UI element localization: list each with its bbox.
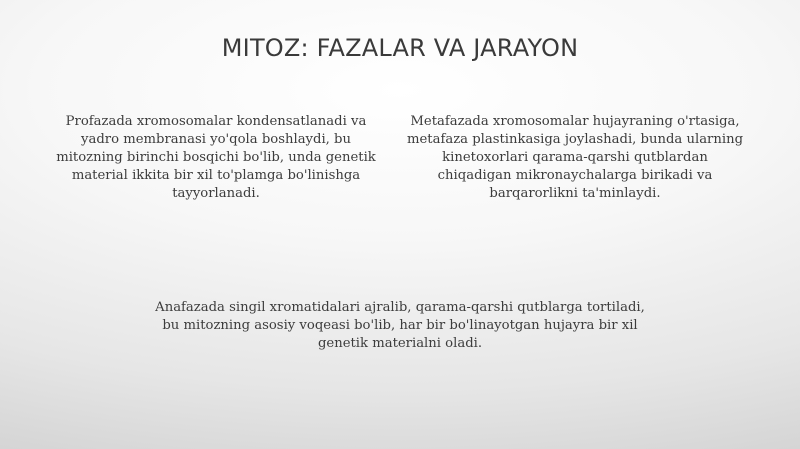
slide-title: MITOZ: FAZALAR VA JARAYON bbox=[221, 34, 579, 62]
metaphase-paragraph: Metafazada xromosomalar hujayraning o'rtasiga, metafaza plastinkasiga joylashadi, bunda ularning kinetoxorlari qarama-qarshi qutblardan chiqadigan mikronaychalarga birikadi va barqarorlikni ta'minlaydi. bbox=[406, 114, 744, 201]
prophase-paragraph: Profazada xromosomalar kondensatlanadi va yadro membranasi yo'qola boshlaydi, bu mitozning birinchi bosqichi bo'lib, unda genetik material ikkita bir xil to'plamga bo'linishga tayyorlanadi. bbox=[56, 114, 376, 201]
anaphase-paragraph: Anafazada singil xromatidalari ajralib, qarama-qarshi qutblarga tortiladi, bu mitozning asosiy voqeasi bo'lib, har bir bo'linayotgan hujayra bir xil genetik materialni oladi. bbox=[155, 300, 645, 351]
